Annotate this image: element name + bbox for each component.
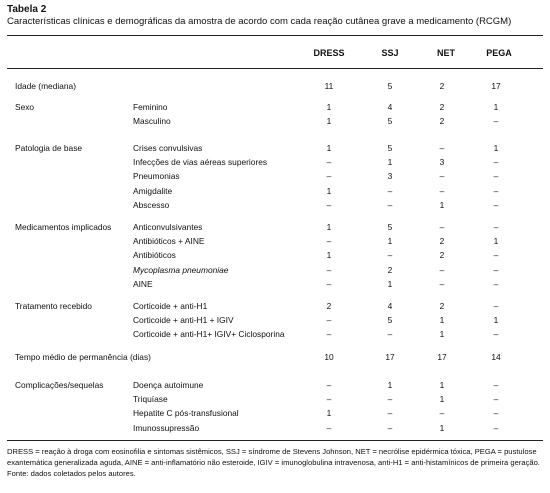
table-cell: – xyxy=(439,171,445,182)
column-header-net: NET xyxy=(437,48,455,58)
row-sublabel: Abscesso xyxy=(133,199,170,210)
column-header-pega: PEGA xyxy=(486,48,512,58)
table-cell: – xyxy=(326,394,332,405)
table-cell: 1 xyxy=(493,143,499,153)
row-sublabel: Masculino xyxy=(133,116,171,127)
table-cell: 4 xyxy=(387,301,393,311)
table-cell: – xyxy=(326,171,332,182)
table-cell: 1 xyxy=(439,199,445,210)
table-cell: 1 xyxy=(387,157,393,168)
table-subtitle: Características clínicas e demográficas da amostra de acordo com cada reação cutânea grave a medicamento (RCGM) xyxy=(7,16,512,27)
row-sublabel: Amigdalite xyxy=(133,185,173,196)
row-sublabel: Pneumonias xyxy=(133,171,180,182)
row-sublabel: Doença autoimune xyxy=(133,380,204,390)
table-cell: – xyxy=(387,408,393,419)
row-sublabel: Infecções de vias aéreas superiores xyxy=(133,157,268,168)
row-sublabel: Corticoide + anti-H1 + IGIV xyxy=(133,315,234,326)
table-cell: 1 xyxy=(387,380,393,390)
row-sublabel: Crises convulsivas xyxy=(133,143,203,153)
table-cell: – xyxy=(387,250,393,261)
table-cell: 1 xyxy=(326,222,332,232)
table-cell: 2 xyxy=(439,81,445,91)
table-cell: – xyxy=(493,278,499,289)
table-cell: – xyxy=(493,185,499,196)
row-sublabel: AINE xyxy=(133,278,153,289)
table-cell: – xyxy=(387,394,393,405)
row-sublabel: Mycoplasma pneumoniae xyxy=(133,264,229,275)
table-cell: – xyxy=(439,264,445,275)
table-cell: – xyxy=(493,264,499,275)
table-cell: 1 xyxy=(439,394,445,405)
table-cell: – xyxy=(439,143,445,153)
group-label: Tempo médio de permanência (dias) xyxy=(15,352,151,362)
table-cell: 14 xyxy=(491,352,501,362)
row-sublabel: Antibióticos xyxy=(133,250,176,261)
table-cell: 1 xyxy=(326,116,332,127)
table-cell: – xyxy=(439,408,445,419)
table-cell: – xyxy=(326,329,332,340)
row-sublabel: Corticoide + anti-H1+ IGIV+ Ciclosporina xyxy=(133,329,285,340)
table-cell: – xyxy=(493,171,499,182)
table-cell: – xyxy=(493,250,499,261)
table-cell: 5 xyxy=(387,222,393,232)
group-label: Sexo xyxy=(15,102,35,112)
table-cell: 1 xyxy=(493,315,499,326)
table-cell: – xyxy=(493,329,499,340)
table-cell: – xyxy=(326,199,332,210)
table-cell: – xyxy=(493,116,499,127)
table-cell: 17 xyxy=(491,81,501,91)
table-cell: – xyxy=(326,422,332,433)
table-cell: – xyxy=(493,394,499,405)
table-cell: 1 xyxy=(439,422,445,433)
table-cell: 2 xyxy=(326,301,332,311)
row-sublabel: Triquíase xyxy=(133,394,168,405)
table-cell: 2 xyxy=(439,102,445,112)
table-cell: – xyxy=(493,408,499,419)
group-label: Idade (mediana) xyxy=(15,81,76,91)
table-cell: – xyxy=(493,422,499,433)
table-cell: 1 xyxy=(439,380,445,390)
header-rule xyxy=(7,68,543,69)
table-cell: – xyxy=(493,380,499,390)
table-cell: – xyxy=(326,157,332,168)
table-cell: – xyxy=(326,315,332,326)
table-cell: – xyxy=(387,329,393,340)
table-source: Fonte: dados coletados pelos autores. xyxy=(7,469,136,478)
table-cell: 17 xyxy=(385,352,395,362)
table-cell: 1 xyxy=(387,236,393,247)
top-rule xyxy=(7,35,543,36)
table-cell: – xyxy=(493,301,499,311)
bottom-rule xyxy=(7,440,543,441)
row-sublabel: Antibióticos + AINE xyxy=(133,236,205,247)
table-cell: 1 xyxy=(326,102,332,112)
table-cell: 1 xyxy=(439,315,445,326)
table-title: Tabela 2 xyxy=(7,4,47,15)
table-cell: – xyxy=(387,185,393,196)
table-cell: 1 xyxy=(326,250,332,261)
table-cell: – xyxy=(493,199,499,210)
table-cell: 1 xyxy=(326,408,332,419)
table-cell: 1 xyxy=(493,236,499,247)
group-label: Medicamentos implicados xyxy=(15,222,112,232)
table-cell: 1 xyxy=(326,185,332,196)
table-cell: 2 xyxy=(439,250,445,261)
table-cell: 2 xyxy=(439,301,445,311)
table-cell: 1 xyxy=(493,102,499,112)
table-cell: 10 xyxy=(324,352,334,362)
table-cell: 11 xyxy=(324,81,334,91)
table-cell: 5 xyxy=(387,315,393,326)
table-cell: 5 xyxy=(387,116,393,127)
table-cell: – xyxy=(326,380,332,390)
table-cell: 1 xyxy=(439,329,445,340)
table-cell: 5 xyxy=(387,143,393,153)
table-cell: – xyxy=(439,222,445,232)
table-cell: – xyxy=(326,236,332,247)
table-cell: 2 xyxy=(387,264,393,275)
table-cell: 5 xyxy=(387,81,393,91)
table-cell: 2 xyxy=(439,116,445,127)
table-cell: 3 xyxy=(387,171,393,182)
column-header-ssj: SSJ xyxy=(381,48,399,58)
group-label: Patologia de base xyxy=(15,143,83,153)
table-cell: 2 xyxy=(439,236,445,247)
table-cell: – xyxy=(387,199,393,210)
table-cell: 17 xyxy=(437,352,447,362)
table-cell: – xyxy=(493,157,499,168)
row-sublabel: Hepatite C pós-transfusional xyxy=(133,408,239,419)
group-label: Tratamento recebido xyxy=(15,301,92,311)
table-cell: – xyxy=(326,278,332,289)
group-label: Complicações/sequelas xyxy=(15,380,104,390)
row-sublabel: Imunossupressão xyxy=(133,422,200,433)
table-cell: – xyxy=(326,264,332,275)
table-cell: – xyxy=(387,422,393,433)
table-cell: 1 xyxy=(326,143,332,153)
table-cell: – xyxy=(439,278,445,289)
table-cell: 4 xyxy=(387,102,393,112)
row-sublabel: Feminino xyxy=(133,102,168,112)
row-sublabel: Anticonvulsivantes xyxy=(133,222,203,232)
table-footnote: DRESS = reação à droga com eosinofilia e sintomas sistêmicos, SSJ = síndrome de Stevens Johnson, NET = necrólise epidérmica tóxica, PEGA = pustulose exantemática generalizada aguda, AINE = anti-inflamatório não esteroide, IGIV = imunoglobulina intravenosa, anti-H1 = anti-histamínicos de primeira geração. xyxy=(7,447,540,467)
column-header-dress: DRESS xyxy=(313,48,345,58)
table-cell: – xyxy=(493,222,499,232)
table-cell: – xyxy=(439,185,445,196)
row-sublabel: Corticoide + anti-H1 xyxy=(133,301,208,311)
table-cell: 3 xyxy=(439,157,445,168)
table-cell: 1 xyxy=(387,278,393,289)
